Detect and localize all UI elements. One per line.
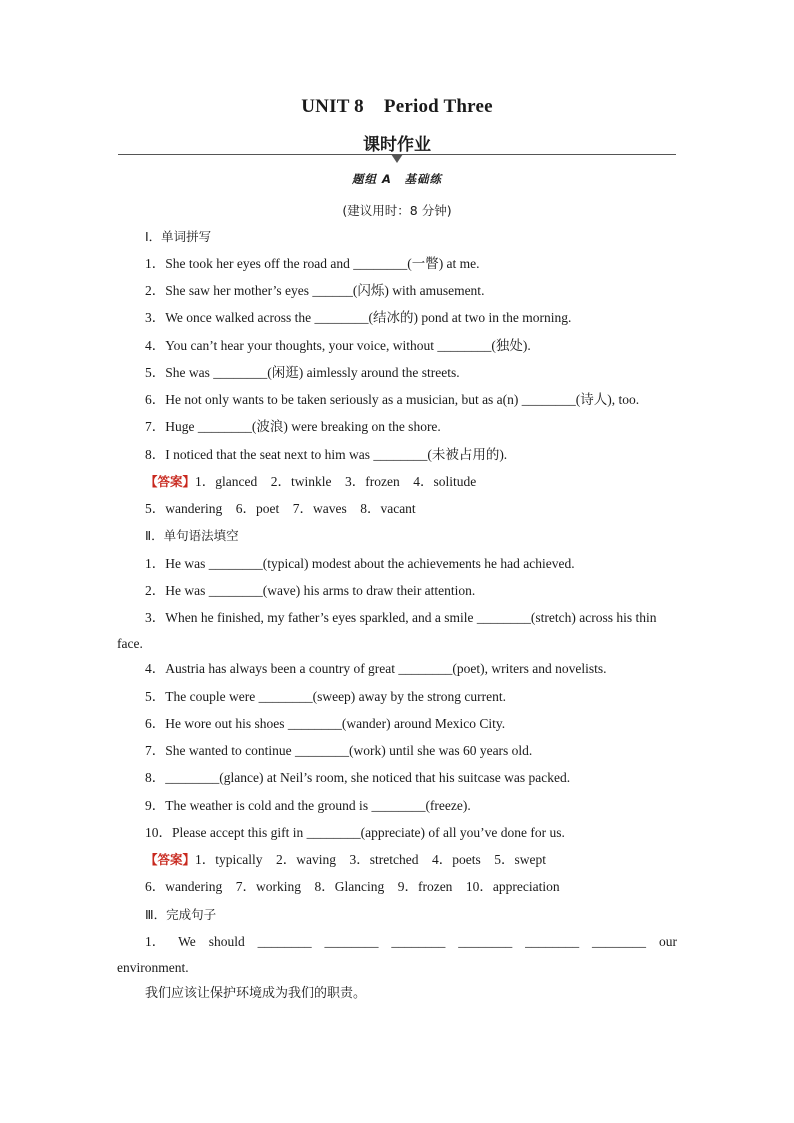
word: should bbox=[208, 934, 245, 949]
question-item: 3．We once walked across the ________(结冰的) pond at two in the morning. bbox=[145, 310, 572, 325]
section-heading: Ⅲ．完成句子 bbox=[145, 907, 217, 922]
divider-triangle-icon bbox=[391, 154, 403, 163]
answer-line bbox=[145, 851, 546, 869]
question-item: 1．She took her eyes off the road and ________(一瞥) at me. bbox=[145, 256, 480, 271]
question-item: 2．She saw her mother’s eyes ______(闪烁) with amusement. bbox=[145, 283, 485, 298]
group-label: 题组 A 基础练 bbox=[352, 172, 442, 186]
blank: ________ bbox=[324, 934, 379, 949]
question-item: 5．The couple were ________(sweep) away by the strong current. bbox=[145, 689, 507, 704]
blank: ________ bbox=[458, 934, 513, 949]
blank: ________ bbox=[257, 934, 312, 949]
question-item: 10．Please accept this gift in ________(appreciate) of all you’ve done for us. bbox=[145, 825, 565, 840]
word: our bbox=[658, 934, 677, 949]
question-item-continuation: environment. bbox=[117, 960, 189, 975]
question-item bbox=[145, 933, 677, 951]
question-item: 8．________(glance) at Neil’s room, she noticed that his suitcase was packed. bbox=[145, 770, 571, 785]
section-heading: Ⅰ．单词拼写 bbox=[145, 229, 212, 244]
answer-line bbox=[145, 473, 476, 491]
question-item: 6．He wore out his shoes ________(wander) around Mexico City. bbox=[145, 716, 506, 731]
blank: ________ bbox=[391, 934, 446, 949]
question-item: 6．He not only wants to be taken seriously as a musician, but as a(n) ________(诗人), too. bbox=[145, 392, 640, 407]
answer-line: 6．wandering 7．working 8．Glancing 9．frozen 10．appreciation bbox=[145, 879, 560, 894]
page-subtitle: 课时作业 bbox=[363, 135, 431, 155]
question-item: 5．She was ________(闲逛) aimlessly around the streets. bbox=[145, 365, 460, 380]
period-label: Period Three bbox=[383, 96, 493, 117]
question-item: 4．Austria has always been a country of great ________(poet), writers and novelists. bbox=[145, 661, 607, 676]
answer-text: 1．typically 2．waving 3．stretched 4．poets 5．swept bbox=[195, 852, 546, 867]
time-note: (建议用时：8 分钟) bbox=[342, 203, 452, 218]
item-number: 1． bbox=[145, 934, 166, 949]
page-title bbox=[0, 96, 794, 118]
question-item: 2．He was ________(wave) his arms to draw their attention. bbox=[145, 583, 476, 598]
question-item-continuation: face. bbox=[117, 636, 143, 651]
chinese-translation: 我们应该让保护环境成为我们的职责。 bbox=[145, 986, 367, 1001]
question-item: 7．Huge ________(波浪) were breaking on the shore. bbox=[145, 419, 441, 434]
question-item: 8．I noticed that the seat next to him was ________(未被占用的). bbox=[145, 447, 508, 462]
unit-label: UNIT 8 bbox=[301, 96, 364, 117]
question-item: 7．She wanted to continue ________(work) until she was 60 years old. bbox=[145, 743, 533, 758]
answer-line: 5．wandering 6．poet 7．waves 8．vacant bbox=[145, 501, 416, 516]
blank: ________ bbox=[525, 934, 580, 949]
section-heading: Ⅱ．单句语法填空 bbox=[145, 528, 239, 543]
question-item: 4．You can’t hear your thoughts, your voice, without ________(独处). bbox=[145, 338, 531, 353]
question-item: 3．When he finished, my father’s eyes sparkled, and a smile ________(stretch) across his thin bbox=[145, 610, 657, 625]
answer-tag: 【答案】 bbox=[145, 474, 196, 489]
answer-tag: 【答案】 bbox=[145, 852, 196, 867]
answer-text: 1．glanced 2．twinkle 3．frozen 4．solitude bbox=[195, 474, 477, 489]
question-item: 9．The weather is cold and the ground is ________(freeze). bbox=[145, 798, 471, 813]
word: We bbox=[178, 934, 196, 949]
question-item: 1．He was ________(typical) modest about the achievements he had achieved. bbox=[145, 556, 575, 571]
blank: ________ bbox=[592, 934, 647, 949]
